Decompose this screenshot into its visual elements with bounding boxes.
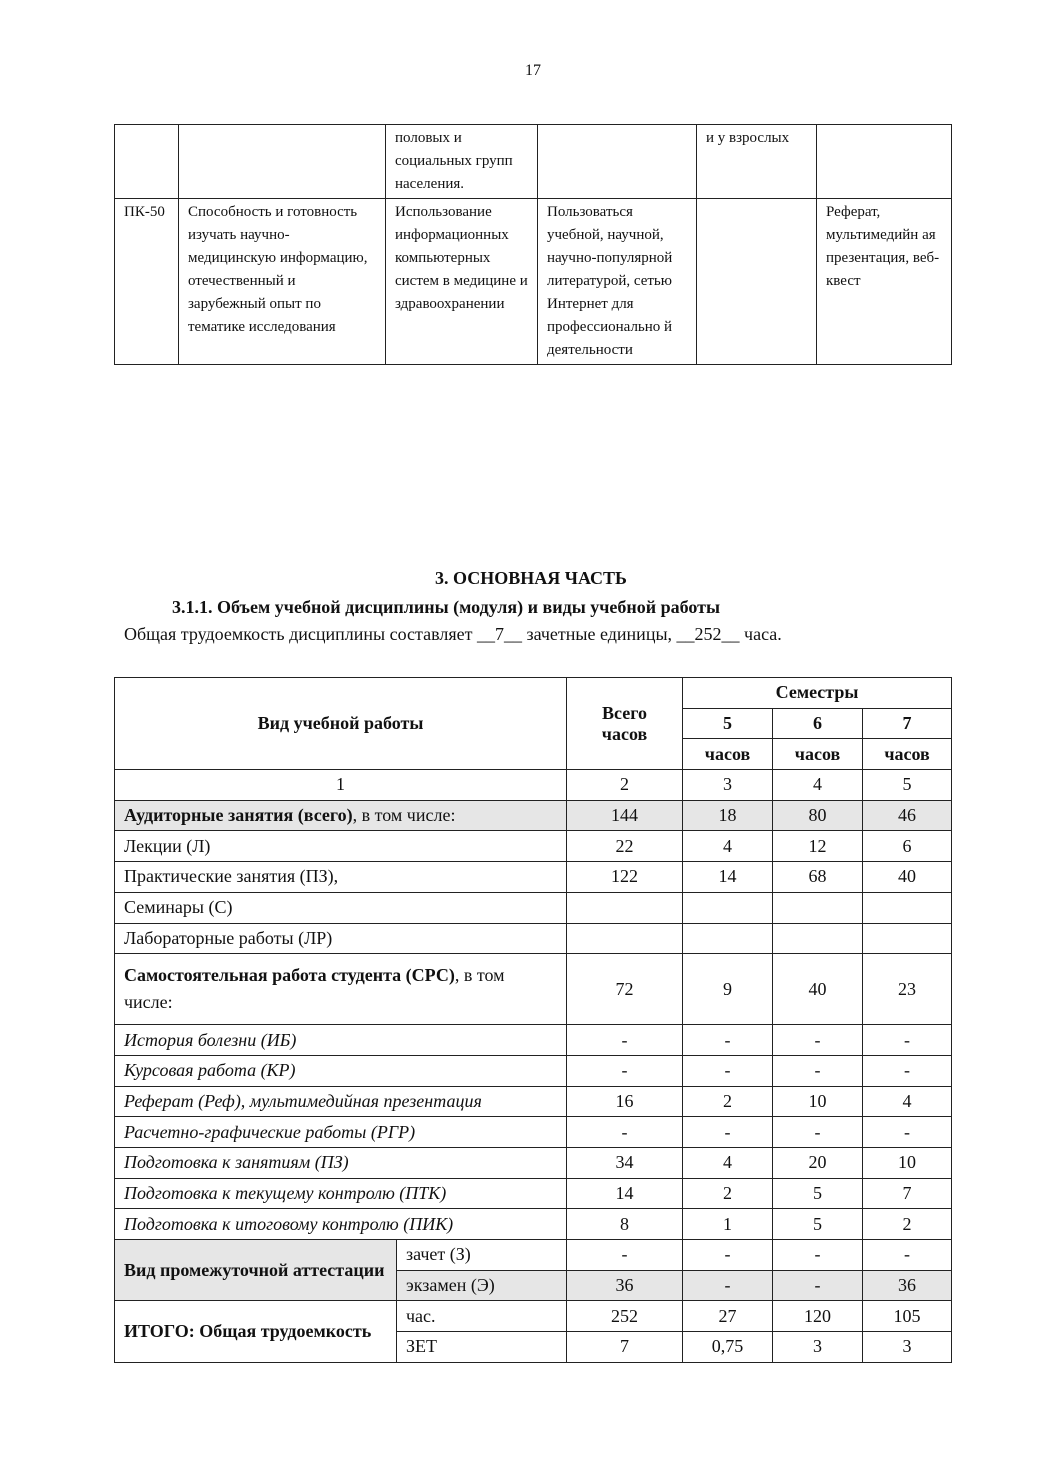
cell-value: 12: [773, 831, 863, 862]
cell-value: -: [773, 1240, 863, 1271]
table-row: [115, 923, 952, 954]
row-label: Курсовая работа (КР): [115, 1055, 567, 1086]
cell: и у взрослых: [697, 125, 817, 199]
table-row: [115, 1209, 952, 1240]
cell-value: 120: [773, 1301, 863, 1332]
cell: Реферат, мультимедийн ая презентация, веб-квест: [817, 199, 952, 365]
competency-code: ПК-50: [115, 199, 179, 365]
cell-value: 1: [683, 1209, 773, 1240]
cell-value: 105: [863, 1301, 952, 1332]
row-label: Реферат (Реф), мультимедийная презентация: [115, 1086, 567, 1117]
attestation-label: Вид промежуточной аттестации: [115, 1240, 397, 1301]
cell-value: 0,75: [683, 1332, 773, 1363]
cell-value: 5: [773, 1209, 863, 1240]
row-label: Лекции (Л): [115, 831, 567, 862]
row-sublabel: экзамен (Э): [397, 1270, 567, 1301]
cell-value: -: [567, 1055, 683, 1086]
table-row: [115, 892, 952, 923]
cell: [115, 125, 179, 199]
table-row: [115, 1117, 952, 1148]
cell: [697, 199, 817, 365]
cell-value: 16: [567, 1086, 683, 1117]
page-number: 17: [525, 62, 541, 79]
cell-value: 36: [863, 1270, 952, 1301]
cell-value: -: [683, 1025, 773, 1056]
col-number: 3: [683, 770, 773, 801]
cell-value: -: [863, 1055, 952, 1086]
cell-value: [863, 923, 952, 954]
cell-value: [863, 892, 952, 923]
row-sublabel: час.: [397, 1301, 567, 1332]
col-number: 1: [115, 770, 567, 801]
cell-value: -: [683, 1055, 773, 1086]
cell-value: 8: [567, 1209, 683, 1240]
cell-value: -: [773, 1270, 863, 1301]
header-sem7: 7: [863, 708, 952, 739]
cell-value: 10: [773, 1086, 863, 1117]
cell-value: 10: [863, 1147, 952, 1178]
table-row: [115, 800, 952, 831]
row-label: Самостоятельная работа студента (СРС), в том числе:: [115, 954, 567, 1025]
cell-value: 2: [863, 1209, 952, 1240]
cell-value: -: [683, 1270, 773, 1301]
cell: половых и социальных групп населения.: [386, 125, 538, 199]
cell-value: -: [773, 1055, 863, 1086]
cell-value: -: [863, 1025, 952, 1056]
row-label: Практические занятия (ПЗ),: [115, 862, 567, 893]
competency-table: [114, 124, 952, 365]
row-sublabel: зачет (З): [397, 1240, 567, 1271]
cell-value: 5: [773, 1178, 863, 1209]
cell-value: 7: [567, 1332, 683, 1363]
table-row: [115, 1301, 952, 1332]
cell-value: 23: [863, 954, 952, 1025]
section-title: 3. ОСНОВНАЯ ЧАСТЬ: [435, 568, 627, 588]
subsection-title: 3.1.1. Объем учебной дисциплины (модуля) и виды учебной работы: [172, 597, 721, 617]
table-row: [115, 770, 952, 801]
table-row: [115, 1178, 952, 1209]
table-row: [115, 125, 952, 199]
header-semesters: Семестры: [683, 678, 952, 709]
cell: [179, 125, 386, 199]
cell-value: 80: [773, 800, 863, 831]
cell-value: 36: [567, 1270, 683, 1301]
cell-value: 3: [863, 1332, 952, 1363]
table-row: [115, 1240, 952, 1271]
cell-value: 4: [863, 1086, 952, 1117]
row-label: Лабораторные работы (ЛР): [115, 923, 567, 954]
cell-value: 9: [683, 954, 773, 1025]
cell-value: 122: [567, 862, 683, 893]
cell-value: 34: [567, 1147, 683, 1178]
row-label: История болезни (ИБ): [115, 1025, 567, 1056]
table-row: [115, 831, 952, 862]
cell-value: 4: [683, 831, 773, 862]
cell-value: -: [773, 1117, 863, 1148]
cell: Пользоваться учебной, научной, научно-популярной литературой, сетью Интернет для профессионально й деятельности: [538, 199, 697, 365]
cell-value: 14: [567, 1178, 683, 1209]
cell-value: 144: [567, 800, 683, 831]
col-number: 2: [567, 770, 683, 801]
cell-value: -: [567, 1117, 683, 1148]
cell-value: [773, 892, 863, 923]
cell-value: 2: [683, 1178, 773, 1209]
cell-value: [567, 892, 683, 923]
cell-value: 6: [863, 831, 952, 862]
cell: [817, 125, 952, 199]
cell: Способность и готовность изучать научно-медицинскую информацию, отечественный и зарубежный опыт по тематике исследования: [179, 199, 386, 365]
cell-value: 252: [567, 1301, 683, 1332]
row-label: Подготовка к текущему контролю (ПТК): [115, 1178, 567, 1209]
cell-value: 40: [863, 862, 952, 893]
col-number: 4: [773, 770, 863, 801]
cell-value: 46: [863, 800, 952, 831]
cell-value: 68: [773, 862, 863, 893]
total-label: ИТОГО: Общая трудоемкость: [115, 1301, 397, 1362]
cell-value: [683, 923, 773, 954]
cell-value: -: [773, 1025, 863, 1056]
header-total: Всего часов: [567, 678, 683, 770]
cell-value: 4: [683, 1147, 773, 1178]
cell: [538, 125, 697, 199]
cell-value: 72: [567, 954, 683, 1025]
table-row: [115, 1025, 952, 1056]
header-hours6: часов: [773, 739, 863, 770]
table-row: [115, 1055, 952, 1086]
cell-value: 18: [683, 800, 773, 831]
cell-value: [773, 923, 863, 954]
cell-value: [683, 892, 773, 923]
row-sublabel: ЗЕТ: [397, 1332, 567, 1363]
cell-value: [567, 923, 683, 954]
cell-value: 7: [863, 1178, 952, 1209]
table-row: [115, 1086, 952, 1117]
cell-value: -: [683, 1117, 773, 1148]
header-row: [115, 678, 952, 709]
cell-value: -: [567, 1240, 683, 1271]
header-hours5: часов: [683, 739, 773, 770]
cell-value: -: [863, 1117, 952, 1148]
header-sem5: 5: [683, 708, 773, 739]
cell-value: 14: [683, 862, 773, 893]
cell-value: 40: [773, 954, 863, 1025]
row-label: Расчетно-графические работы (РГР): [115, 1117, 567, 1148]
table-row: [115, 1147, 952, 1178]
header-sem6: 6: [773, 708, 863, 739]
row-label: Подготовка к итоговому контролю (ПИК): [115, 1209, 567, 1240]
cell: Использование информационных компьютерных систем в медицине и здравоохранении: [386, 199, 538, 365]
cell-value: 22: [567, 831, 683, 862]
cell-value: 20: [773, 1147, 863, 1178]
cell-value: 27: [683, 1301, 773, 1332]
cell-value: -: [863, 1240, 952, 1271]
cell-value: 2: [683, 1086, 773, 1117]
workload-table: [114, 677, 952, 1363]
row-label: Семинары (С): [115, 892, 567, 923]
header-hours7: часов: [863, 739, 952, 770]
cell-value: -: [567, 1025, 683, 1056]
summary-line: Общая трудоемкость дисциплины составляет __7__ зачетные единицы, __252__ часа.: [124, 624, 782, 644]
table-row: [115, 862, 952, 893]
header-work-type: Вид учебной работы: [115, 678, 567, 770]
cell-value: -: [683, 1240, 773, 1271]
cell-value: 3: [773, 1332, 863, 1363]
col-number: 5: [863, 770, 952, 801]
row-label: Подготовка к занятиям (ПЗ): [115, 1147, 567, 1178]
table-row: [115, 954, 952, 1025]
row-label: Аудиторные занятия (всего), в том числе:: [115, 800, 567, 831]
table-row: [115, 199, 952, 365]
